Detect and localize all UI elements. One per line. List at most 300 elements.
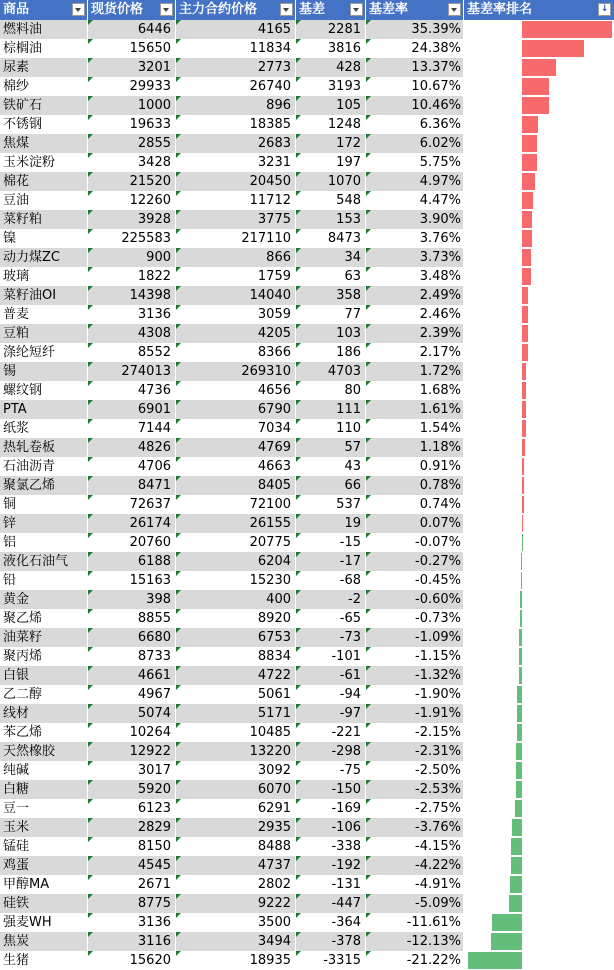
- cell-spot-price[interactable]: [88, 324, 176, 343]
- filter-dropdown-icon[interactable]: [448, 3, 461, 16]
- header-rate[interactable]: [366, 0, 464, 20]
- cell-basis-rate[interactable]: [366, 856, 464, 875]
- cell-spot-price[interactable]: [88, 400, 176, 419]
- cell-basis-rate[interactable]: [366, 343, 464, 362]
- cell-basis[interactable]: [296, 647, 366, 666]
- sort-descending-icon[interactable]: ↓: [598, 3, 611, 16]
- cell-main-contract-price[interactable]: [176, 837, 296, 856]
- cell-name[interactable]: [0, 951, 88, 970]
- filter-dropdown-icon[interactable]: [160, 3, 173, 16]
- cell-basis-rate[interactable]: [366, 191, 464, 210]
- cell-spot-price[interactable]: [88, 267, 176, 286]
- cell-rank-bar[interactable]: [464, 856, 614, 875]
- cell-basis-rate[interactable]: [366, 685, 464, 704]
- cell-rank-bar[interactable]: [464, 913, 614, 932]
- cell-basis[interactable]: [296, 343, 366, 362]
- cell-spot-price[interactable]: [88, 799, 176, 818]
- cell-basis[interactable]: [296, 913, 366, 932]
- cell-name[interactable]: [0, 134, 88, 153]
- cell-name[interactable]: [0, 666, 88, 685]
- cell-main-contract-price[interactable]: [176, 286, 296, 305]
- cell-main-contract-price[interactable]: [176, 77, 296, 96]
- cell-main-contract-price[interactable]: [176, 343, 296, 362]
- cell-rank-bar[interactable]: [464, 419, 614, 438]
- cell-basis[interactable]: [296, 799, 366, 818]
- cell-spot-price[interactable]: [88, 780, 176, 799]
- cell-rank-bar[interactable]: [464, 191, 614, 210]
- cell-main-contract-price[interactable]: [176, 39, 296, 58]
- cell-basis[interactable]: [296, 210, 366, 229]
- cell-basis[interactable]: [296, 324, 366, 343]
- cell-basis-rate[interactable]: [366, 115, 464, 134]
- cell-name[interactable]: [0, 343, 88, 362]
- cell-basis-rate[interactable]: [366, 533, 464, 552]
- cell-name[interactable]: [0, 780, 88, 799]
- cell-name[interactable]: [0, 324, 88, 343]
- cell-basis-rate[interactable]: [366, 381, 464, 400]
- cell-name[interactable]: [0, 476, 88, 495]
- cell-rank-bar[interactable]: [464, 495, 614, 514]
- cell-spot-price[interactable]: [88, 742, 176, 761]
- cell-basis-rate[interactable]: [366, 495, 464, 514]
- cell-spot-price[interactable]: [88, 210, 176, 229]
- cell-basis[interactable]: [296, 951, 366, 970]
- cell-basis-rate[interactable]: [366, 324, 464, 343]
- cell-spot-price[interactable]: [88, 571, 176, 590]
- cell-basis[interactable]: [296, 628, 366, 647]
- cell-spot-price[interactable]: [88, 381, 176, 400]
- cell-basis-rate[interactable]: [366, 666, 464, 685]
- cell-basis[interactable]: [296, 20, 366, 39]
- cell-name[interactable]: [0, 609, 88, 628]
- cell-main-contract-price[interactable]: [176, 476, 296, 495]
- cell-basis[interactable]: [296, 438, 366, 457]
- cell-basis-rate[interactable]: [366, 39, 464, 58]
- cell-basis-rate[interactable]: [366, 742, 464, 761]
- cell-name[interactable]: [0, 647, 88, 666]
- cell-rank-bar[interactable]: [464, 115, 614, 134]
- cell-basis-rate[interactable]: [366, 400, 464, 419]
- cell-main-contract-price[interactable]: [176, 609, 296, 628]
- cell-spot-price[interactable]: [88, 723, 176, 742]
- cell-rank-bar[interactable]: [464, 438, 614, 457]
- cell-name[interactable]: [0, 419, 88, 438]
- cell-basis-rate[interactable]: [366, 362, 464, 381]
- cell-basis-rate[interactable]: [366, 875, 464, 894]
- cell-main-contract-price[interactable]: [176, 875, 296, 894]
- cell-rank-bar[interactable]: [464, 590, 614, 609]
- cell-spot-price[interactable]: [88, 438, 176, 457]
- cell-main-contract-price[interactable]: [176, 932, 296, 951]
- cell-spot-price[interactable]: [88, 286, 176, 305]
- cell-main-contract-price[interactable]: [176, 191, 296, 210]
- cell-basis-rate[interactable]: [366, 419, 464, 438]
- cell-rank-bar[interactable]: [464, 837, 614, 856]
- cell-name[interactable]: [0, 533, 88, 552]
- cell-name[interactable]: [0, 267, 88, 286]
- cell-rank-bar[interactable]: [464, 267, 614, 286]
- cell-rank-bar[interactable]: [464, 324, 614, 343]
- cell-rank-bar[interactable]: [464, 761, 614, 780]
- cell-basis-rate[interactable]: [366, 723, 464, 742]
- cell-basis-rate[interactable]: [366, 780, 464, 799]
- cell-rank-bar[interactable]: [464, 229, 614, 248]
- cell-spot-price[interactable]: [88, 875, 176, 894]
- cell-basis-rate[interactable]: [366, 913, 464, 932]
- cell-basis[interactable]: [296, 571, 366, 590]
- cell-basis[interactable]: [296, 514, 366, 533]
- cell-rank-bar[interactable]: [464, 628, 614, 647]
- cell-basis[interactable]: [296, 400, 366, 419]
- cell-rank-bar[interactable]: [464, 20, 614, 39]
- cell-rank-bar[interactable]: [464, 305, 614, 324]
- cell-name[interactable]: [0, 229, 88, 248]
- cell-basis[interactable]: [296, 533, 366, 552]
- cell-basis[interactable]: [296, 305, 366, 324]
- cell-rank-bar[interactable]: [464, 77, 614, 96]
- cell-basis-rate[interactable]: [366, 457, 464, 476]
- cell-rank-bar[interactable]: [464, 343, 614, 362]
- cell-rank-bar[interactable]: [464, 172, 614, 191]
- cell-main-contract-price[interactable]: [176, 856, 296, 875]
- cell-basis[interactable]: [296, 39, 366, 58]
- cell-spot-price[interactable]: [88, 134, 176, 153]
- cell-name[interactable]: [0, 172, 88, 191]
- cell-main-contract-price[interactable]: [176, 913, 296, 932]
- cell-name[interactable]: [0, 514, 88, 533]
- cell-basis-rate[interactable]: [366, 894, 464, 913]
- cell-basis-rate[interactable]: [366, 172, 464, 191]
- cell-main-contract-price[interactable]: [176, 419, 296, 438]
- cell-name[interactable]: [0, 913, 88, 932]
- cell-name[interactable]: [0, 58, 88, 77]
- cell-name[interactable]: [0, 457, 88, 476]
- cell-basis[interactable]: [296, 894, 366, 913]
- cell-spot-price[interactable]: [88, 647, 176, 666]
- cell-spot-price[interactable]: [88, 362, 176, 381]
- cell-main-contract-price[interactable]: [176, 248, 296, 267]
- cell-spot-price[interactable]: [88, 837, 176, 856]
- cell-spot-price[interactable]: [88, 628, 176, 647]
- cell-rank-bar[interactable]: [464, 704, 614, 723]
- cell-basis[interactable]: [296, 932, 366, 951]
- cell-basis-rate[interactable]: [366, 20, 464, 39]
- cell-main-contract-price[interactable]: [176, 96, 296, 115]
- cell-rank-bar[interactable]: [464, 609, 614, 628]
- cell-basis-rate[interactable]: [366, 286, 464, 305]
- cell-spot-price[interactable]: [88, 533, 176, 552]
- cell-name[interactable]: [0, 305, 88, 324]
- cell-basis[interactable]: [296, 495, 366, 514]
- filter-dropdown-icon[interactable]: [280, 3, 293, 16]
- cell-basis-rate[interactable]: [366, 628, 464, 647]
- cell-name[interactable]: [0, 932, 88, 951]
- cell-basis[interactable]: [296, 77, 366, 96]
- cell-name[interactable]: [0, 742, 88, 761]
- cell-name[interactable]: [0, 115, 88, 134]
- cell-basis[interactable]: [296, 362, 366, 381]
- cell-rank-bar[interactable]: [464, 96, 614, 115]
- cell-rank-bar[interactable]: [464, 400, 614, 419]
- cell-main-contract-price[interactable]: [176, 533, 296, 552]
- cell-basis[interactable]: [296, 381, 366, 400]
- cell-basis-rate[interactable]: [366, 571, 464, 590]
- cell-basis-rate[interactable]: [366, 476, 464, 495]
- cell-main-contract-price[interactable]: [176, 58, 296, 77]
- cell-name[interactable]: [0, 20, 88, 39]
- cell-spot-price[interactable]: [88, 20, 176, 39]
- cell-basis-rate[interactable]: [366, 951, 464, 970]
- cell-spot-price[interactable]: [88, 951, 176, 970]
- cell-main-contract-price[interactable]: [176, 362, 296, 381]
- cell-main-contract-price[interactable]: [176, 267, 296, 286]
- cell-name[interactable]: [0, 799, 88, 818]
- cell-main-contract-price[interactable]: [176, 210, 296, 229]
- cell-rank-bar[interactable]: [464, 286, 614, 305]
- cell-rank-bar[interactable]: [464, 571, 614, 590]
- cell-basis[interactable]: [296, 229, 366, 248]
- cell-main-contract-price[interactable]: [176, 666, 296, 685]
- cell-spot-price[interactable]: [88, 248, 176, 267]
- cell-basis[interactable]: [296, 286, 366, 305]
- cell-main-contract-price[interactable]: [176, 552, 296, 571]
- cell-basis-rate[interactable]: [366, 609, 464, 628]
- cell-name[interactable]: [0, 875, 88, 894]
- header-spot[interactable]: [88, 0, 176, 20]
- cell-basis-rate[interactable]: [366, 267, 464, 286]
- cell-name[interactable]: [0, 552, 88, 571]
- cell-basis-rate[interactable]: [366, 248, 464, 267]
- cell-spot-price[interactable]: [88, 305, 176, 324]
- cell-rank-bar[interactable]: [464, 514, 614, 533]
- cell-basis[interactable]: [296, 153, 366, 172]
- cell-basis-rate[interactable]: [366, 552, 464, 571]
- cell-spot-price[interactable]: [88, 343, 176, 362]
- cell-basis-rate[interactable]: [366, 210, 464, 229]
- cell-name[interactable]: [0, 210, 88, 229]
- cell-rank-bar[interactable]: [464, 894, 614, 913]
- header-rank[interactable]: [464, 0, 614, 20]
- cell-basis[interactable]: [296, 761, 366, 780]
- cell-main-contract-price[interactable]: [176, 381, 296, 400]
- cell-main-contract-price[interactable]: [176, 894, 296, 913]
- cell-spot-price[interactable]: [88, 666, 176, 685]
- cell-basis-rate[interactable]: [366, 932, 464, 951]
- cell-rank-bar[interactable]: [464, 742, 614, 761]
- cell-rank-bar[interactable]: [464, 533, 614, 552]
- cell-spot-price[interactable]: [88, 476, 176, 495]
- cell-basis-rate[interactable]: [366, 229, 464, 248]
- header-main[interactable]: [176, 0, 296, 20]
- cell-basis[interactable]: [296, 172, 366, 191]
- cell-basis-rate[interactable]: [366, 799, 464, 818]
- cell-rank-bar[interactable]: [464, 134, 614, 153]
- cell-name[interactable]: [0, 191, 88, 210]
- cell-main-contract-price[interactable]: [176, 799, 296, 818]
- cell-name[interactable]: [0, 77, 88, 96]
- cell-basis[interactable]: [296, 419, 366, 438]
- cell-rank-bar[interactable]: [464, 381, 614, 400]
- cell-spot-price[interactable]: [88, 172, 176, 191]
- cell-main-contract-price[interactable]: [176, 951, 296, 970]
- cell-name[interactable]: [0, 818, 88, 837]
- cell-basis[interactable]: [296, 267, 366, 286]
- cell-spot-price[interactable]: [88, 115, 176, 134]
- cell-main-contract-price[interactable]: [176, 780, 296, 799]
- cell-basis[interactable]: [296, 856, 366, 875]
- cell-basis-rate[interactable]: [366, 818, 464, 837]
- cell-rank-bar[interactable]: [464, 818, 614, 837]
- cell-basis-rate[interactable]: [366, 305, 464, 324]
- cell-spot-price[interactable]: [88, 39, 176, 58]
- cell-basis[interactable]: [296, 134, 366, 153]
- cell-spot-price[interactable]: [88, 58, 176, 77]
- cell-main-contract-price[interactable]: [176, 514, 296, 533]
- cell-main-contract-price[interactable]: [176, 305, 296, 324]
- cell-name[interactable]: [0, 400, 88, 419]
- cell-spot-price[interactable]: [88, 704, 176, 723]
- cell-basis-rate[interactable]: [366, 96, 464, 115]
- cell-name[interactable]: [0, 628, 88, 647]
- cell-spot-price[interactable]: [88, 153, 176, 172]
- cell-spot-price[interactable]: [88, 419, 176, 438]
- cell-rank-bar[interactable]: [464, 552, 614, 571]
- cell-name[interactable]: [0, 685, 88, 704]
- cell-main-contract-price[interactable]: [176, 400, 296, 419]
- cell-name[interactable]: [0, 704, 88, 723]
- cell-main-contract-price[interactable]: [176, 324, 296, 343]
- cell-rank-bar[interactable]: [464, 248, 614, 267]
- cell-rank-bar[interactable]: [464, 666, 614, 685]
- cell-basis-rate[interactable]: [366, 837, 464, 856]
- cell-rank-bar[interactable]: [464, 58, 614, 77]
- cell-basis-rate[interactable]: [366, 647, 464, 666]
- cell-basis-rate[interactable]: [366, 438, 464, 457]
- cell-main-contract-price[interactable]: [176, 172, 296, 191]
- cell-main-contract-price[interactable]: [176, 647, 296, 666]
- cell-main-contract-price[interactable]: [176, 742, 296, 761]
- cell-rank-bar[interactable]: [464, 457, 614, 476]
- cell-rank-bar[interactable]: [464, 476, 614, 495]
- cell-basis[interactable]: [296, 96, 366, 115]
- cell-rank-bar[interactable]: [464, 210, 614, 229]
- header-name[interactable]: [0, 0, 88, 20]
- cell-basis[interactable]: [296, 191, 366, 210]
- cell-name[interactable]: [0, 590, 88, 609]
- cell-basis-rate[interactable]: [366, 58, 464, 77]
- cell-rank-bar[interactable]: [464, 799, 614, 818]
- cell-spot-price[interactable]: [88, 514, 176, 533]
- cell-name[interactable]: [0, 96, 88, 115]
- cell-main-contract-price[interactable]: [176, 457, 296, 476]
- cell-basis-rate[interactable]: [366, 134, 464, 153]
- cell-rank-bar[interactable]: [464, 647, 614, 666]
- cell-spot-price[interactable]: [88, 913, 176, 932]
- cell-basis[interactable]: [296, 552, 366, 571]
- cell-main-contract-price[interactable]: [176, 571, 296, 590]
- cell-name[interactable]: [0, 362, 88, 381]
- cell-spot-price[interactable]: [88, 856, 176, 875]
- cell-name[interactable]: [0, 723, 88, 742]
- cell-spot-price[interactable]: [88, 818, 176, 837]
- cell-name[interactable]: [0, 894, 88, 913]
- cell-main-contract-price[interactable]: [176, 818, 296, 837]
- cell-basis[interactable]: [296, 780, 366, 799]
- cell-basis-rate[interactable]: [366, 514, 464, 533]
- cell-spot-price[interactable]: [88, 229, 176, 248]
- cell-basis-rate[interactable]: [366, 153, 464, 172]
- cell-name[interactable]: [0, 837, 88, 856]
- cell-basis-rate[interactable]: [366, 77, 464, 96]
- cell-basis[interactable]: [296, 58, 366, 77]
- cell-main-contract-price[interactable]: [176, 628, 296, 647]
- cell-name[interactable]: [0, 495, 88, 514]
- cell-basis[interactable]: [296, 685, 366, 704]
- cell-name[interactable]: [0, 761, 88, 780]
- cell-name[interactable]: [0, 571, 88, 590]
- cell-spot-price[interactable]: [88, 457, 176, 476]
- cell-main-contract-price[interactable]: [176, 495, 296, 514]
- cell-rank-bar[interactable]: [464, 875, 614, 894]
- cell-basis[interactable]: [296, 248, 366, 267]
- cell-spot-price[interactable]: [88, 761, 176, 780]
- cell-name[interactable]: [0, 248, 88, 267]
- cell-rank-bar[interactable]: [464, 932, 614, 951]
- cell-spot-price[interactable]: [88, 77, 176, 96]
- cell-basis[interactable]: [296, 818, 366, 837]
- cell-spot-price[interactable]: [88, 590, 176, 609]
- cell-basis[interactable]: [296, 875, 366, 894]
- cell-spot-price[interactable]: [88, 495, 176, 514]
- cell-main-contract-price[interactable]: [176, 438, 296, 457]
- cell-main-contract-price[interactable]: [176, 20, 296, 39]
- cell-basis[interactable]: [296, 666, 366, 685]
- cell-basis-rate[interactable]: [366, 590, 464, 609]
- cell-spot-price[interactable]: [88, 609, 176, 628]
- cell-basis[interactable]: [296, 457, 366, 476]
- cell-name[interactable]: [0, 438, 88, 457]
- filter-dropdown-icon[interactable]: [350, 3, 363, 16]
- cell-basis[interactable]: [296, 590, 366, 609]
- cell-main-contract-price[interactable]: [176, 153, 296, 172]
- cell-main-contract-price[interactable]: [176, 685, 296, 704]
- cell-rank-bar[interactable]: [464, 723, 614, 742]
- cell-name[interactable]: [0, 153, 88, 172]
- cell-spot-price[interactable]: [88, 552, 176, 571]
- cell-main-contract-price[interactable]: [176, 115, 296, 134]
- cell-name[interactable]: [0, 381, 88, 400]
- cell-basis[interactable]: [296, 723, 366, 742]
- cell-main-contract-price[interactable]: [176, 761, 296, 780]
- filter-dropdown-icon[interactable]: [72, 3, 85, 16]
- cell-main-contract-price[interactable]: [176, 704, 296, 723]
- cell-basis-rate[interactable]: [366, 761, 464, 780]
- cell-main-contract-price[interactable]: [176, 590, 296, 609]
- cell-basis[interactable]: [296, 115, 366, 134]
- cell-spot-price[interactable]: [88, 894, 176, 913]
- cell-main-contract-price[interactable]: [176, 229, 296, 248]
- cell-rank-bar[interactable]: [464, 685, 614, 704]
- cell-basis[interactable]: [296, 837, 366, 856]
- cell-basis[interactable]: [296, 704, 366, 723]
- cell-spot-price[interactable]: [88, 96, 176, 115]
- cell-main-contract-price[interactable]: [176, 134, 296, 153]
- cell-rank-bar[interactable]: [464, 39, 614, 58]
- cell-basis[interactable]: [296, 476, 366, 495]
- cell-name[interactable]: [0, 286, 88, 305]
- cell-name[interactable]: [0, 39, 88, 58]
- cell-name[interactable]: [0, 856, 88, 875]
